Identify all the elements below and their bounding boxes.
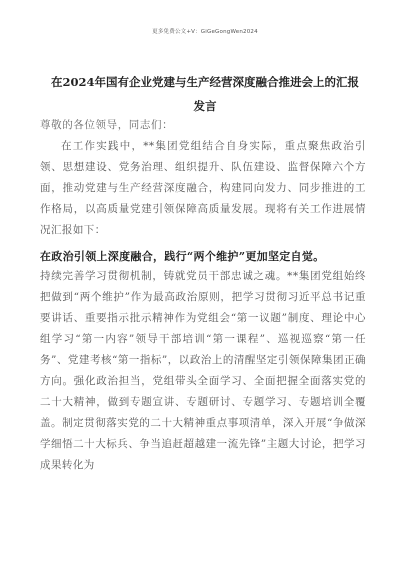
document-title: 在2024年国有企业党建与生产经营深度融合推进会上的汇报发言 — [50, 75, 359, 113]
intro-paragraph: 在工作实践中，**集团党组结合自身实际，重点聚焦政治引领、思想建设、党务治理、组织提升、队伍建设、监督保障六个方面，推动党建与生产经营深度融合，构建同向发力、同步推进的工作格局，以高质量党建引领保障高质量发展。现将有关工作进展情况汇报如下： — [40, 140, 366, 236]
section-heading: 在政治引领上深度融合，践行“两个维护”更加坚定自觉。 — [40, 250, 325, 263]
header-note: 更多免费公文+V：GiGeGongWen2024 — [152, 29, 258, 35]
body-paragraph: 持续完善学习贯彻机制，铸就党员干部忠诚之魂。**集团党组始终把做到“两个维护”作为最高政治原则，把学习贯彻习近平总书记重要讲话、重要指示批示精神作为党组会“第一议题”制度、理论中心组学习“第一内容”领导干部培训“第一课程”、巡视巡察“第一任务”、党建考核“第一指标”，以政治上的清醒坚定引领保障集团正确方向。强化政治担当，党组带头全面学习、全面把握全面落实党的二十大精神，做到专题宣讲、专题研讨、专题学习、专题培训全覆盖。制定贯彻落实党的二十大精神重点事项清单，深入开展“争做深学细悟二十大标兵、争当追赶超越建一流先锋”主题大讨论，把学习成果转化为 — [40, 270, 366, 471]
salutation: 尊敬的各位领导，同志们： — [40, 119, 174, 131]
